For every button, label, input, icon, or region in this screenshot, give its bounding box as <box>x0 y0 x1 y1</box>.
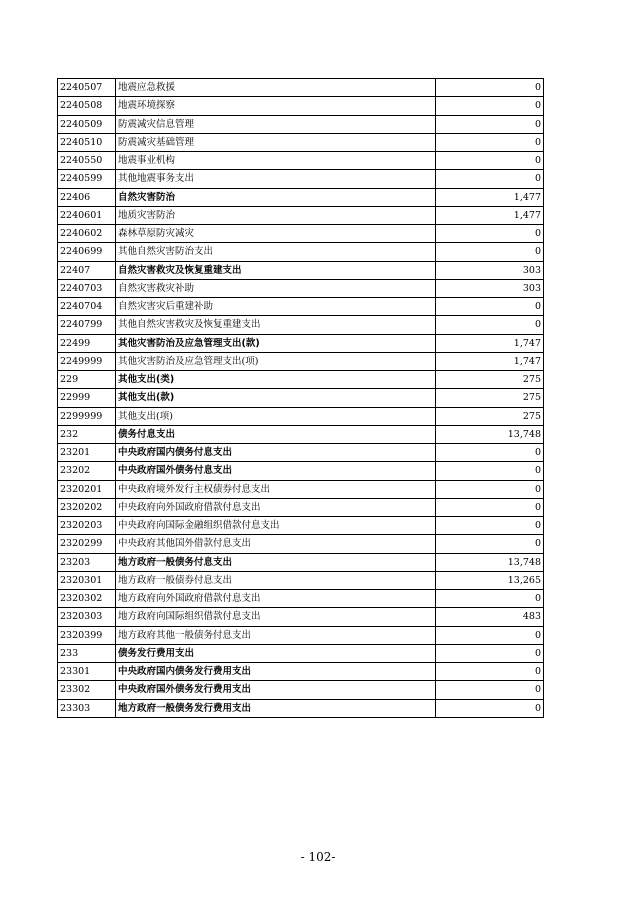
row-code: 232 <box>58 425 116 443</box>
row-name: 森林草原防灾减灾 <box>116 225 436 243</box>
table-row <box>58 133 544 151</box>
row-name: 其他支出(款) <box>116 389 436 407</box>
row-amount: 275 <box>436 389 544 407</box>
table-row <box>58 316 544 334</box>
table-row <box>58 225 544 243</box>
row-amount: 0 <box>436 681 544 699</box>
row-code: 2240699 <box>58 243 116 261</box>
row-amount: 0 <box>436 644 544 662</box>
row-amount: 0 <box>436 298 544 316</box>
row-name: 地方政府向国际组织借款付息支出 <box>116 608 436 626</box>
row-amount: 1,477 <box>436 188 544 206</box>
row-name: 防震减灾基础管理 <box>116 133 436 151</box>
table-row <box>58 608 544 626</box>
table-row <box>58 243 544 261</box>
row-amount: 0 <box>436 152 544 170</box>
table-row <box>58 699 544 717</box>
table-row <box>58 152 544 170</box>
row-name: 中央政府国内债务付息支出 <box>116 444 436 462</box>
row-code: 2320302 <box>58 590 116 608</box>
row-code: 2320399 <box>58 626 116 644</box>
row-amount: 13,748 <box>436 553 544 571</box>
row-code: 23201 <box>58 444 116 462</box>
row-code: 2240703 <box>58 279 116 297</box>
row-code: 2299999 <box>58 407 116 425</box>
row-code: 2320303 <box>58 608 116 626</box>
row-code: 2240601 <box>58 206 116 224</box>
table-row <box>58 626 544 644</box>
table-row <box>58 261 544 279</box>
row-name: 其他支出(项) <box>116 407 436 425</box>
table-row <box>58 498 544 516</box>
row-name: 地震环境探察 <box>116 97 436 115</box>
table-row <box>58 170 544 188</box>
row-code: 22999 <box>58 389 116 407</box>
table-row <box>58 571 544 589</box>
row-amount: 1,747 <box>436 352 544 370</box>
row-name: 债务发行费用支出 <box>116 644 436 662</box>
row-amount: 0 <box>436 663 544 681</box>
row-amount: 0 <box>436 225 544 243</box>
table-row <box>58 517 544 535</box>
row-amount: 0 <box>436 626 544 644</box>
row-code: 23302 <box>58 681 116 699</box>
row-code: 2240509 <box>58 115 116 133</box>
row-amount: 0 <box>436 316 544 334</box>
page-number: - 102- <box>300 850 336 864</box>
row-amount: 483 <box>436 608 544 626</box>
row-amount: 275 <box>436 371 544 389</box>
row-name: 其他支出(类) <box>116 371 436 389</box>
row-name: 其他灾害防治及应急管理支出(款) <box>116 334 436 352</box>
row-code: 2240550 <box>58 152 116 170</box>
row-name: 中央政府其他国外借款付息支出 <box>116 535 436 553</box>
table-body <box>58 79 544 718</box>
row-code: 22499 <box>58 334 116 352</box>
row-code: 229 <box>58 371 116 389</box>
row-code: 2240602 <box>58 225 116 243</box>
row-name: 自然灾害救灾补助 <box>116 279 436 297</box>
budget-expenditure-table <box>57 78 544 718</box>
row-code: 2240799 <box>58 316 116 334</box>
row-code: 2240508 <box>58 97 116 115</box>
row-amount: 303 <box>436 279 544 297</box>
row-code: 2320202 <box>58 498 116 516</box>
row-amount: 13,748 <box>436 425 544 443</box>
row-amount: 0 <box>436 498 544 516</box>
table-row <box>58 663 544 681</box>
table-row <box>58 115 544 133</box>
row-amount: 0 <box>436 170 544 188</box>
row-code: 23303 <box>58 699 116 717</box>
row-amount: 0 <box>436 97 544 115</box>
table-row <box>58 553 544 571</box>
row-name: 中央政府国内债务发行费用支出 <box>116 663 436 681</box>
row-amount: 0 <box>436 535 544 553</box>
row-amount: 275 <box>436 407 544 425</box>
row-code: 2320299 <box>58 535 116 553</box>
row-name: 中央政府向国际金融组织借款付息支出 <box>116 517 436 535</box>
row-code: 2240507 <box>58 79 116 97</box>
table-row <box>58 389 544 407</box>
table-row <box>58 462 544 480</box>
row-amount: 0 <box>436 243 544 261</box>
row-code: 22407 <box>58 261 116 279</box>
table-row <box>58 644 544 662</box>
row-amount: 0 <box>436 133 544 151</box>
row-name: 地方政府一般债务付息支出 <box>116 553 436 571</box>
row-amount: 1,747 <box>436 334 544 352</box>
row-amount: 0 <box>436 480 544 498</box>
row-code: 2240599 <box>58 170 116 188</box>
table-row <box>58 279 544 297</box>
row-amount: 0 <box>436 444 544 462</box>
row-name: 自然灾害救灾及恢复重建支出 <box>116 261 436 279</box>
table-row <box>58 97 544 115</box>
row-name: 防震减灾信息管理 <box>116 115 436 133</box>
row-amount: 0 <box>436 517 544 535</box>
table-row <box>58 79 544 97</box>
row-code: 23203 <box>58 553 116 571</box>
row-name: 其他自然灾害救灾及恢复重建支出 <box>116 316 436 334</box>
row-amount: 0 <box>436 115 544 133</box>
row-amount: 303 <box>436 261 544 279</box>
row-name: 自然灾害防治 <box>116 188 436 206</box>
row-name: 其他自然灾害防治支出 <box>116 243 436 261</box>
row-name: 地质灾害防治 <box>116 206 436 224</box>
table-row <box>58 352 544 370</box>
row-name: 中央政府境外发行主权债券付息支出 <box>116 480 436 498</box>
table-row <box>58 188 544 206</box>
row-code: 2249999 <box>58 352 116 370</box>
table-row <box>58 535 544 553</box>
row-code: 2320201 <box>58 480 116 498</box>
row-name: 债务付息支出 <box>116 425 436 443</box>
table-row <box>58 407 544 425</box>
row-name: 中央政府国外债务发行费用支出 <box>116 681 436 699</box>
row-name: 地方政府其他一般债务付息支出 <box>116 626 436 644</box>
row-name: 中央政府国外债务付息支出 <box>116 462 436 480</box>
row-name: 自然灾害灾后重建补助 <box>116 298 436 316</box>
table-row <box>58 298 544 316</box>
table-row <box>58 425 544 443</box>
row-code: 23202 <box>58 462 116 480</box>
row-name: 地方政府一般债券付息支出 <box>116 571 436 589</box>
row-name: 地方政府一般债务发行费用支出 <box>116 699 436 717</box>
row-name: 地震应急救援 <box>116 79 436 97</box>
table-row <box>58 206 544 224</box>
row-amount: 0 <box>436 590 544 608</box>
row-name: 中央政府向外国政府借款付息支出 <box>116 498 436 516</box>
table-row <box>58 444 544 462</box>
table-row <box>58 480 544 498</box>
row-amount: 13,265 <box>436 571 544 589</box>
table-row <box>58 371 544 389</box>
row-code: 22406 <box>58 188 116 206</box>
row-code: 23301 <box>58 663 116 681</box>
row-name: 其他灾害防治及应急管理支出(项) <box>116 352 436 370</box>
row-name: 地方政府向外国政府借款付息支出 <box>116 590 436 608</box>
row-name: 地震事业机构 <box>116 152 436 170</box>
table-row <box>58 681 544 699</box>
row-amount: 1,477 <box>436 206 544 224</box>
table-row <box>58 590 544 608</box>
table-row <box>58 334 544 352</box>
row-code: 2240510 <box>58 133 116 151</box>
row-amount: 0 <box>436 699 544 717</box>
row-code: 2320301 <box>58 571 116 589</box>
row-code: 233 <box>58 644 116 662</box>
row-name: 其他地震事务支出 <box>116 170 436 188</box>
row-code: 2320203 <box>58 517 116 535</box>
row-code: 2240704 <box>58 298 116 316</box>
row-amount: 0 <box>436 79 544 97</box>
row-amount: 0 <box>436 462 544 480</box>
